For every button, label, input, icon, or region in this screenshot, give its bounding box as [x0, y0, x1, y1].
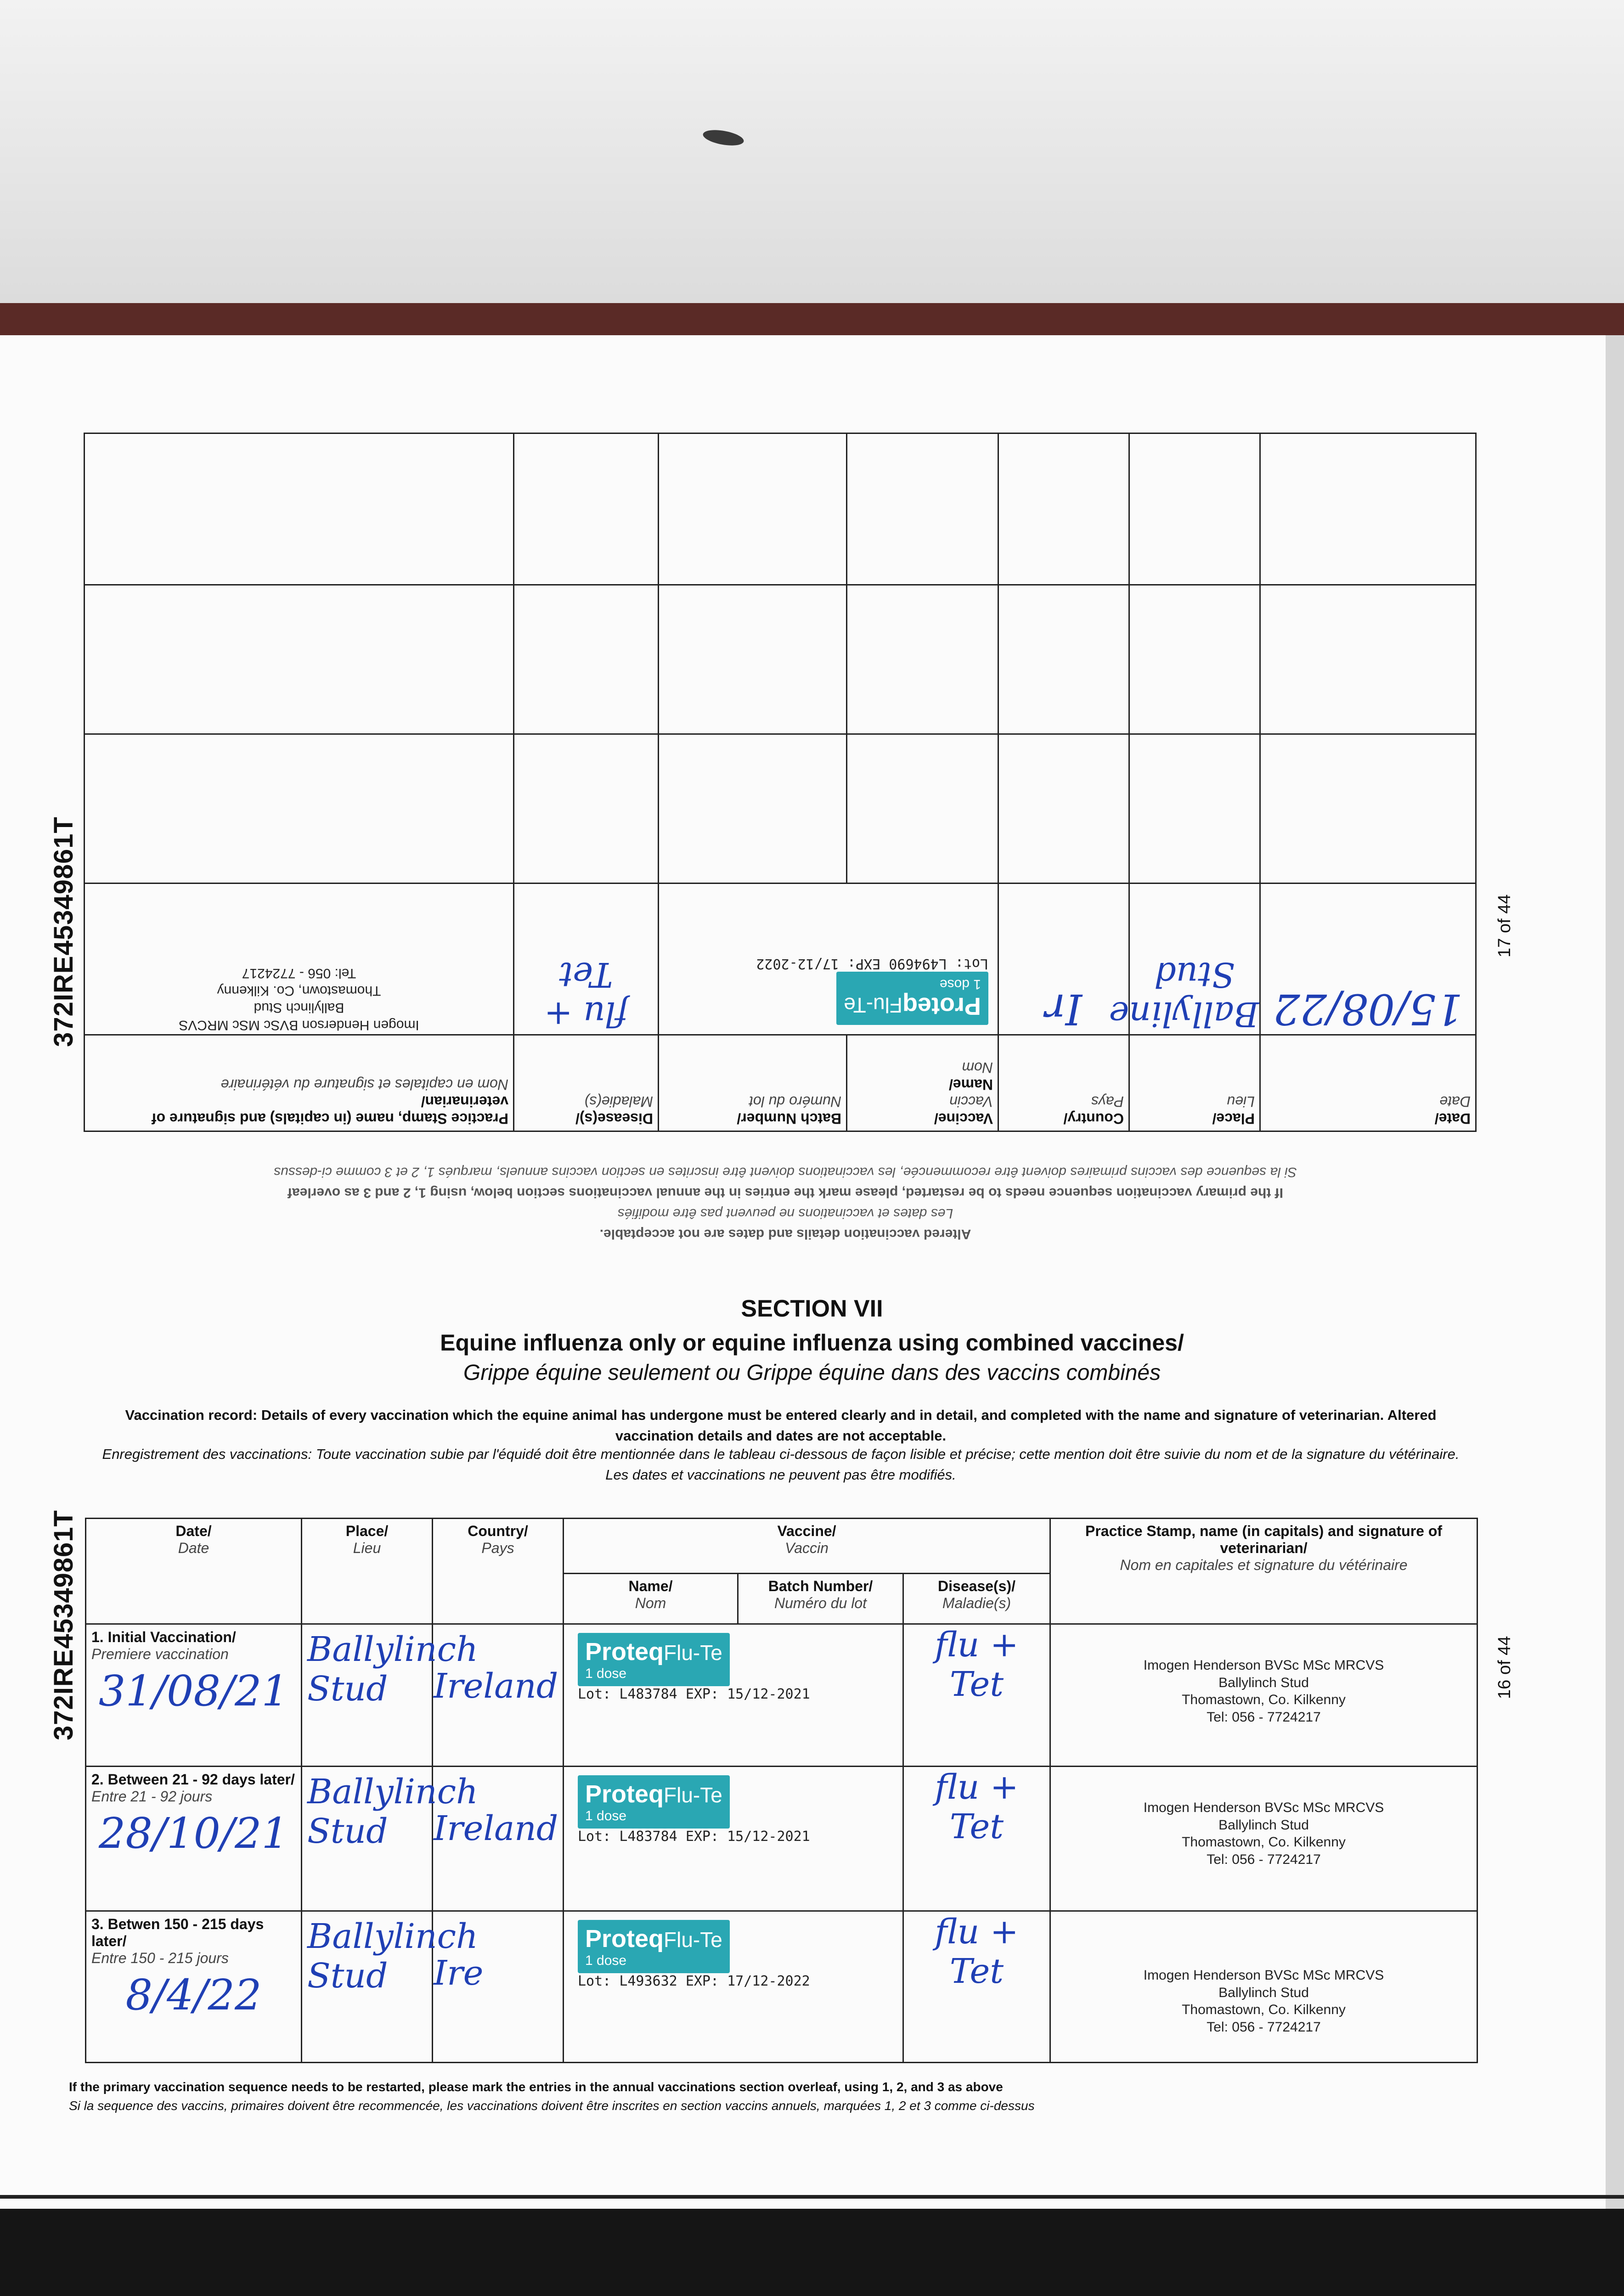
vet-stamp: Imogen Henderson BVSc MSc MRCVS Ballylinch Stud Thomastown, Co. Kilkenny Tel: 056 - 7724217: [1050, 1767, 1477, 1911]
upper-header-date: Date/ Date: [1260, 1035, 1476, 1131]
lot-number: Lot: L483784 EXP: 15/12-2021: [578, 1829, 810, 1845]
table-row: [86, 1911, 1477, 2063]
record-note-fr: Enregistrement des vaccinations: Toute vaccination subie par l'équidé doit être mentionnée dans le tableau ci-dessous de façon lisible et précise; cette mention doit être suivie du nom et de la signature du vétérinaire. Les dates et vaccinations ne peuvent pas être modifiés.: [102, 1446, 1460, 1483]
row-place: Ballylinch Stud: [302, 1624, 433, 1767]
header-date: Date/ Date: [86, 1519, 302, 1624]
row-country: Ireland: [433, 1767, 564, 1911]
row-disease: flu + Tet: [903, 1767, 1050, 1911]
upper-entry-stamp: Imogen Henderson BVSc MSc MRCVS Ballylinch Stud Thomastown, Co. Kilkenny Tel: 056 - 7724217: [85, 884, 514, 1035]
section-subtitle-fr: Grippe équine seulement ou Grippe équine dans des vaccins combinés: [463, 1361, 1161, 1385]
footer-note: If the primary vaccination sequence needs to be restarted, please mark the entries in the annual vaccinations section overleaf, using 1, 2, and 3 as above Si la sequence des vaccins, primaires doivent être recommencée, les vaccinations doivent être inscrites en section vaccins annuels, marquées 1, 2 et 3 comme ci-dessus: [69, 2080, 1035, 2113]
upper-lot: Lot: L494690 EXP: 17/12-2022: [756, 956, 988, 972]
header-batch: Batch Number/ Numéro du lot: [738, 1574, 903, 1624]
row-country: Ire: [433, 1911, 564, 2063]
row-place: Ballylinch Stud: [302, 1767, 433, 1911]
row-date-cell: 3. Betwen 150 - 215 days later/ Entre 150 - 215 jours 8/4/22: [86, 1911, 302, 2063]
upper-vaccination-table: [85, 434, 1477, 1132]
record-note-en: Vaccination record: Details of every vaccination which the equine animal has undergone must be entered clearly and in detail, and completed with the name and signature of veterinarian. Altered vaccination details and dates are not acceptable.: [125, 1407, 1437, 1444]
row-date-cell: 2. Between 21 - 92 days later/ Entre 21 - 92 jours 28/10/21: [86, 1767, 302, 1911]
upper-header-disease: Disease(s)/ Maladie(s): [514, 1035, 659, 1131]
vaccine-label: ProteqFlu-Te 1 dose: [578, 1633, 730, 1686]
scan-background-top: [0, 0, 1624, 303]
upper-entry-place: Ballyline Stud: [1129, 884, 1260, 1035]
passport-id-lower: 372IRE45349861T: [49, 1510, 79, 1740]
table-row: [86, 1767, 1477, 1911]
header-vaccine: Vaccine/ Vaccin: [564, 1519, 1050, 1574]
upper-header-country: Country/ Pays: [998, 1035, 1129, 1131]
header-country: Country/ Pays: [433, 1519, 564, 1624]
row-disease: flu + Tet: [903, 1624, 1050, 1767]
vaccine-label: ProteqFlu-Te 1 dose: [578, 1775, 730, 1829]
upper-header-batch: Batch Number/ Numéro du lot: [659, 1035, 847, 1131]
row-vaccine-label: [564, 1767, 903, 1911]
header-name: Name/ Nom: [564, 1574, 738, 1624]
header-stamp: Practice Stamp, name (in capitals) and signature of veterinarian/ Nom en capitales et signature du vétérinaire: [1050, 1519, 1477, 1624]
row-vaccine-label: [564, 1911, 903, 2063]
passport-id-upper: 372IRE45349861T: [49, 816, 79, 1047]
book-cover-edge: [0, 303, 1624, 335]
page-edge: [1606, 335, 1624, 2209]
upper-header-name: Vaccine/ Vaccin Name/ Nom: [847, 1035, 998, 1131]
upper-notes: Altered vaccination details and dates are not acceptable. Les dates et vaccinations ne peuvent pas être modifiés If the primary vaccination sequence needs to be restarted, please mark the entries in the annual vaccinations section below, using 1, 2 and 3 as overleaf Si la sequence des vaccins primaires doivent être recommencée, les vaccinations doivent être inscrites en section vaccins annuels, marqués 1, 2 et 3 comme ci-dessus: [274, 1165, 1297, 1242]
header-place: Place/ Lieu: [302, 1519, 433, 1624]
scan-edge-line: [0, 2195, 1624, 2199]
upper-entry-label: [659, 884, 998, 1035]
page-number-lower: 16 of 44: [1495, 1636, 1514, 1699]
vaccine-label: ProteqFlu-Te 1 dose: [836, 972, 988, 1025]
lower-vaccination-table: [85, 1518, 1478, 2063]
lot-number: Lot: L483784 EXP: 15/12-2021: [578, 1686, 810, 1702]
table-row: [86, 1624, 1477, 1767]
row-country: Ireland: [433, 1624, 564, 1767]
row-place: Ballylinch Stud: [302, 1911, 433, 2063]
row-vaccine-label: [564, 1624, 903, 1767]
upper-entry-country: Ir: [998, 884, 1129, 1035]
section-title: SECTION VII: [741, 1295, 883, 1322]
scan-background-bottom: [0, 2209, 1624, 2296]
upper-header-place: Place/ Lieu: [1129, 1035, 1260, 1131]
lot-number: Lot: L493632 EXP: 17/12-2022: [578, 1973, 810, 1989]
upper-entry-disease: flu + Tet: [514, 884, 659, 1035]
vet-stamp: Imogen Henderson BVSc MSc MRCVS Ballylinch Stud Thomastown, Co. Kilkenny Tel: 056 - 7724217: [1050, 1911, 1477, 2063]
header-disease: Disease(s)/ Maladie(s): [903, 1574, 1050, 1624]
section-subtitle-en: Equine influenza only or equine influenza using combined vaccines/: [440, 1330, 1184, 1356]
upper-header-stamp: Practice Stamp, name (in capitals) and signature of veterinarian/ Nom en capitales et signature du vétérinaire: [85, 1035, 514, 1131]
row-disease: flu + Tet: [903, 1911, 1050, 2063]
row-date-cell: 1. Initial Vaccination/ Premiere vaccination 31/08/21: [86, 1624, 302, 1767]
upper-entry-date: 15/08/22: [1260, 884, 1476, 1035]
vaccine-label: ProteqFlu-Te 1 dose: [578, 1920, 730, 1973]
vet-stamp: Imogen Henderson BVSc MSc MRCVS Ballylinch Stud Thomastown, Co. Kilkenny Tel: 056 - 7724217: [1050, 1624, 1477, 1767]
page-number-upper: 17 of 44: [1495, 894, 1514, 957]
